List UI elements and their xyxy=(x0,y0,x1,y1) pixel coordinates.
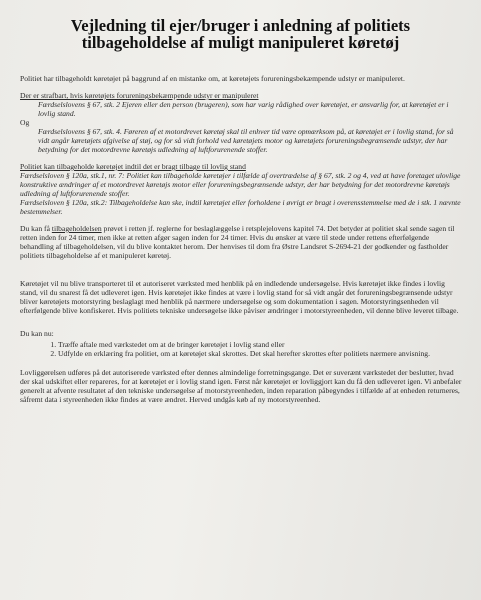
final-paragraph: Lovliggørelsen udføres på det autoriserede værksted efter dennes almindelige forretningsgange. Det er suverænt værkstedet der beslutter, hvad der skal udskiftet eller repareres, for at køretøjet er i lovlig stand igen. Først når køretøjet er lovliggjort kan du få den udleveret igen. Vi anbefaler generelt at afvente resultatet af den tekniske undersøgelse af motorstyreenheden, inden reparation påbegyndes i tilfælde af at enheden returneres, såfremt data i styreenheden ikke findes at være ændret. Herved undgås køb af ny motorstyreenhed. xyxy=(20,368,462,404)
court-rest: prøvet i retten jf. reglerne for beslaglæggelse i retsplejelovens kapitel 74. Det betyder at politiet skal sende sagen til retten inden for 24 timer, men ikke at retten afgør sagen inden for 24 timer. Hvis du ønsker at være til stede under rettens efterfølgende behandling af tilbageholdelsen, vil du blive kontaktet herom. Der henvises til dom fra Østre Landsret S-2694-21 der godkender og fastholder politiets tilbageholdelse af et manipuleret køretøj. xyxy=(20,224,455,260)
document-title: Vejledning til ejer/bruger i anledning af politiets tilbageholdelse af muligt manipuleret køretøj xyxy=(70,16,411,52)
court-paragraph xyxy=(20,224,463,260)
law-quote: Færdselslovens § 67, stk. 4. Føreren af et motordrevet køretøj skal til enhver tid være opmærksom på, at køretøjet er i lovlig stand, for så vidt angår køretøjets afgivelse af støj, og for så vidt forhold ved køretøjets motor og køretøjets forureningsbegrænsende udstyr, der har betydning for det motordrevne køretøjs udledning af luftforurenende stoffer. xyxy=(38,127,454,154)
list-item: 2. Udfylde en erklæring fra politiet, om at køretøjet skal skrottes. Det skal herefter skrottes efter politiets nærmere anvisning. xyxy=(58,349,463,358)
options-list xyxy=(20,340,463,358)
list-item: 1. Træffe aftale med værkstedet om at de bringer køretøjet i lovlig stand eller xyxy=(58,340,463,349)
law-quote: Færdselsloven § 120a, stk.2: Tilbageholdelse kan ske, indtil køretøjet eller forholdene i øvrigt er bragt i overensstemmelse med de i stk. 1 nævnte bestemmelser. xyxy=(20,198,461,216)
law-quote: Færdselsloven § 120a, stk.1, nr. 7: Politiet kan tilbageholde køretøjer i tilfælde af overtrædelse af § 67, stk. 2 og 4, ved at have foretaget ulovlige konstruktive ændringer af et motordrevet køretøjs motor eller forureningsbegrænsende udstyr, der har betydning for det motordrevne køretøjs udledning af luftforurenende stoffer. xyxy=(20,171,461,198)
intro-paragraph: Politiet har tilbageholdt køretøjet på baggrund af en mistanke om, at køretøjets forureningsbekæmpende udstyr er manipuleret. xyxy=(20,74,405,83)
tilbageholdelse-link-text: tilbageholdelsen xyxy=(51,224,102,233)
section-strafbart xyxy=(20,91,463,154)
court-prefix: Du kan få xyxy=(20,224,52,233)
section-heading: Politiet kan tilbageholde køretøjet indtil det er bragt tilbage til lovlig stand xyxy=(20,162,246,171)
document-body xyxy=(20,74,463,404)
transport-paragraph: Køretøjet vil nu blive transporteret til et autoriseret værksted med henblik på en indledende undersøgelse. Hvis køretøjet ikke findes i lovlig stand, vil du snarest få det udleveret igen. Hvis køretøjet ikke findes at være i lovlig stand for så vidt angår det forureningsbegrænsende udstyr bliver køretøjets motorstyring beslaglagt med henblik på nærmere undersøgelse og som dokumentation i sagen. Motorstyringsenheden vil efterfølgende blive konfiskeret. Hvis politiets tekniske undersøgelse ikke påviser ændringer i motorstyreenheden, vil denne blive leveret tilbage. xyxy=(20,279,459,315)
options-heading: Du kan nu: xyxy=(20,329,54,338)
connector-text: Og xyxy=(20,118,30,127)
law-quote: Færdselslovens § 67, stk. 2 Ejeren eller den person (brugeren), som har varig rådighed over køretøjet, er ansvarlig for, at køretøjet er i lovlig stand. xyxy=(38,100,449,118)
section-tilbageholdelse xyxy=(20,162,463,216)
section-heading: Der er strafbart, hvis køretøjets forureningsbekæmpende udstyr er manipuleret xyxy=(20,91,259,100)
